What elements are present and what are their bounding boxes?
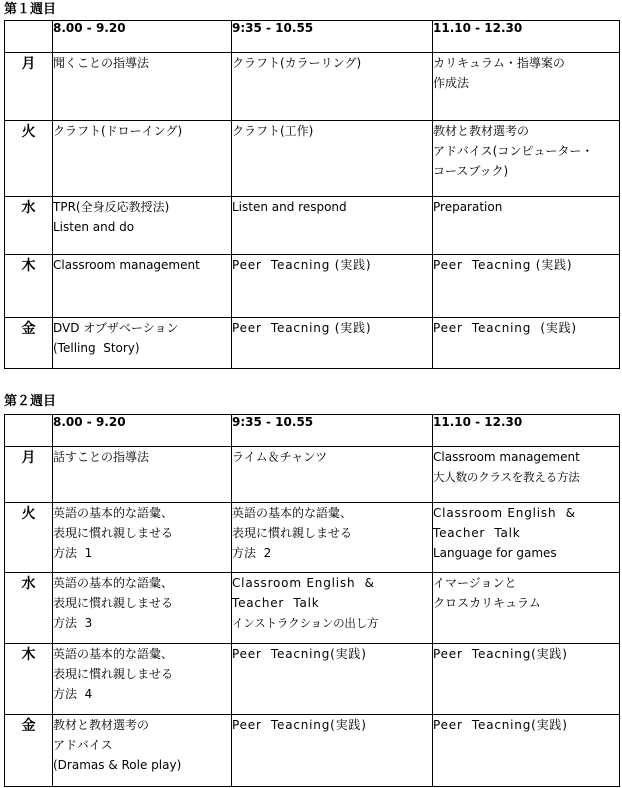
week1-row-mon	[5, 53, 620, 121]
session-line: アドバイス	[53, 738, 113, 752]
session-line: Classroom English &	[433, 506, 576, 520]
week1-row-fri	[5, 318, 620, 369]
week1-row-tue	[5, 121, 620, 197]
session-line: Peer Teacning (実践)	[232, 258, 372, 272]
week2-header-row	[5, 415, 620, 447]
session-cell	[433, 447, 620, 503]
day-label: 金	[5, 715, 53, 787]
session-line: 大人数のクラスを教える方法	[433, 470, 580, 484]
session-cell	[53, 255, 232, 318]
day-label: 金	[5, 318, 53, 369]
session-line: 英語の基本的な語彙、	[53, 576, 174, 590]
session-cell	[433, 573, 620, 644]
day-label: 火	[5, 121, 53, 197]
session-cell	[53, 644, 232, 715]
session-line: 表現に慣れ親しませる	[53, 526, 174, 540]
session-line: 英語の基本的な語彙、	[53, 647, 174, 661]
session-line: 表現に慣れ親しませる	[53, 596, 174, 610]
session-cell	[232, 121, 433, 197]
time-slot-3: 11.10 - 12.30	[433, 415, 620, 447]
session-cell	[53, 447, 232, 503]
session-line: Listen and respond	[232, 200, 347, 214]
week1-schedule-table	[4, 20, 620, 369]
week1-row-thu	[5, 255, 620, 318]
session-line: Peer Teacning(実践)	[433, 647, 568, 661]
time-slot-1: 8.00 - 9.20	[53, 415, 232, 447]
week2-row-thu	[5, 644, 620, 715]
session-cell	[53, 573, 232, 644]
day-label: 水	[5, 197, 53, 255]
session-cell	[232, 715, 433, 787]
session-cell	[232, 255, 433, 318]
session-cell	[53, 715, 232, 787]
session-line: Classroom management	[433, 450, 580, 464]
session-line: クラフト(カラーリング)	[232, 56, 362, 70]
corner-cell	[5, 21, 53, 53]
week2-row-tue	[5, 503, 620, 573]
session-line: 教材と教材選考の	[433, 124, 530, 138]
session-line: Language for games	[433, 546, 557, 560]
session-cell	[433, 318, 620, 369]
week2-row-wed	[5, 573, 620, 644]
session-line: (Telling Story)	[53, 341, 140, 355]
day-label: 木	[5, 255, 53, 318]
session-line: TPR(全身反応教授法)	[53, 200, 170, 214]
session-line: 作成法	[433, 76, 470, 90]
session-line: クラフト(ドローイング)	[53, 124, 183, 138]
session-line: コースブック)	[433, 164, 509, 178]
session-line: Peer Teacning (実践)	[232, 321, 372, 335]
week2-title: 第２週目	[4, 394, 57, 409]
session-line: イマージョンと	[433, 576, 517, 590]
week2-row-mon	[5, 447, 620, 503]
session-line: Peer Teacning(実践)	[433, 718, 568, 732]
session-line: インストラクションの出し方	[232, 616, 379, 630]
session-line: 聞くことの指導法	[53, 56, 150, 70]
day-label: 木	[5, 644, 53, 715]
day-label: 月	[5, 53, 53, 121]
session-cell	[53, 197, 232, 255]
session-line: (Dramas & Role play)	[53, 758, 182, 772]
session-cell	[232, 318, 433, 369]
session-line: 英語の基本的な語彙、	[232, 506, 353, 520]
week1-title: 第１週目	[4, 2, 57, 17]
session-line: 方法 2	[232, 546, 272, 560]
session-cell	[53, 318, 232, 369]
week1-header-row	[5, 21, 620, 53]
session-cell	[232, 503, 433, 573]
session-cell	[433, 255, 620, 318]
session-line: 方法 4	[53, 687, 93, 701]
week2-schedule-table	[4, 414, 620, 787]
session-cell	[232, 644, 433, 715]
session-line: カリキュラム・指導案の	[433, 56, 565, 70]
session-line: Peer Teacning (実践)	[433, 321, 577, 335]
day-label: 火	[5, 503, 53, 573]
session-line: 話すことの指導法	[53, 450, 150, 464]
session-line: Teacher Talk	[232, 596, 320, 610]
session-line: クラフト(工作)	[232, 124, 314, 138]
session-line: Peer Teacning(実践)	[232, 718, 367, 732]
session-line: 表現に慣れ親しませる	[53, 667, 174, 681]
day-label: 水	[5, 573, 53, 644]
session-cell	[433, 503, 620, 573]
session-line: Classroom English &	[232, 576, 375, 590]
session-line: 教材と教材選考の	[53, 718, 150, 732]
session-cell	[433, 197, 620, 255]
session-cell	[232, 573, 433, 644]
time-slot-2: 9:35 - 10.55	[232, 415, 433, 447]
time-slot-2: 9:35 - 10.55	[232, 21, 433, 53]
session-line: クロスカリキュラム	[433, 596, 541, 610]
session-line: 英語の基本的な語彙、	[53, 506, 174, 520]
week1-row-wed	[5, 197, 620, 255]
session-line: Peer Teacning (実践)	[433, 258, 573, 272]
session-cell	[53, 121, 232, 197]
session-cell	[433, 53, 620, 121]
session-line: Listen and do	[53, 220, 135, 234]
session-line: 方法 3	[53, 616, 93, 630]
session-line: 方法 1	[53, 546, 93, 560]
session-cell	[433, 644, 620, 715]
session-line: ライム＆チャンツ	[232, 450, 328, 464]
session-cell	[433, 121, 620, 197]
session-line: Preparation	[433, 200, 503, 214]
week2-row-fri	[5, 715, 620, 787]
session-cell	[232, 447, 433, 503]
time-slot-1: 8.00 - 9.20	[53, 21, 232, 53]
session-cell	[232, 197, 433, 255]
corner-cell	[5, 415, 53, 447]
session-cell	[53, 503, 232, 573]
session-cell	[232, 53, 433, 121]
session-cell	[433, 715, 620, 787]
session-line: Classroom management	[53, 258, 200, 272]
session-line: Peer Teacning(実践)	[232, 647, 367, 661]
session-line: 表現に慣れ親しませる	[232, 526, 353, 540]
time-slot-3: 11.10 - 12.30	[433, 21, 620, 53]
session-line: DVD オブザベーション	[53, 321, 179, 335]
session-line: アドバイス(コンピューター・	[433, 144, 594, 158]
session-cell	[53, 53, 232, 121]
session-line: Teacher Talk	[433, 526, 521, 540]
day-label: 月	[5, 447, 53, 503]
